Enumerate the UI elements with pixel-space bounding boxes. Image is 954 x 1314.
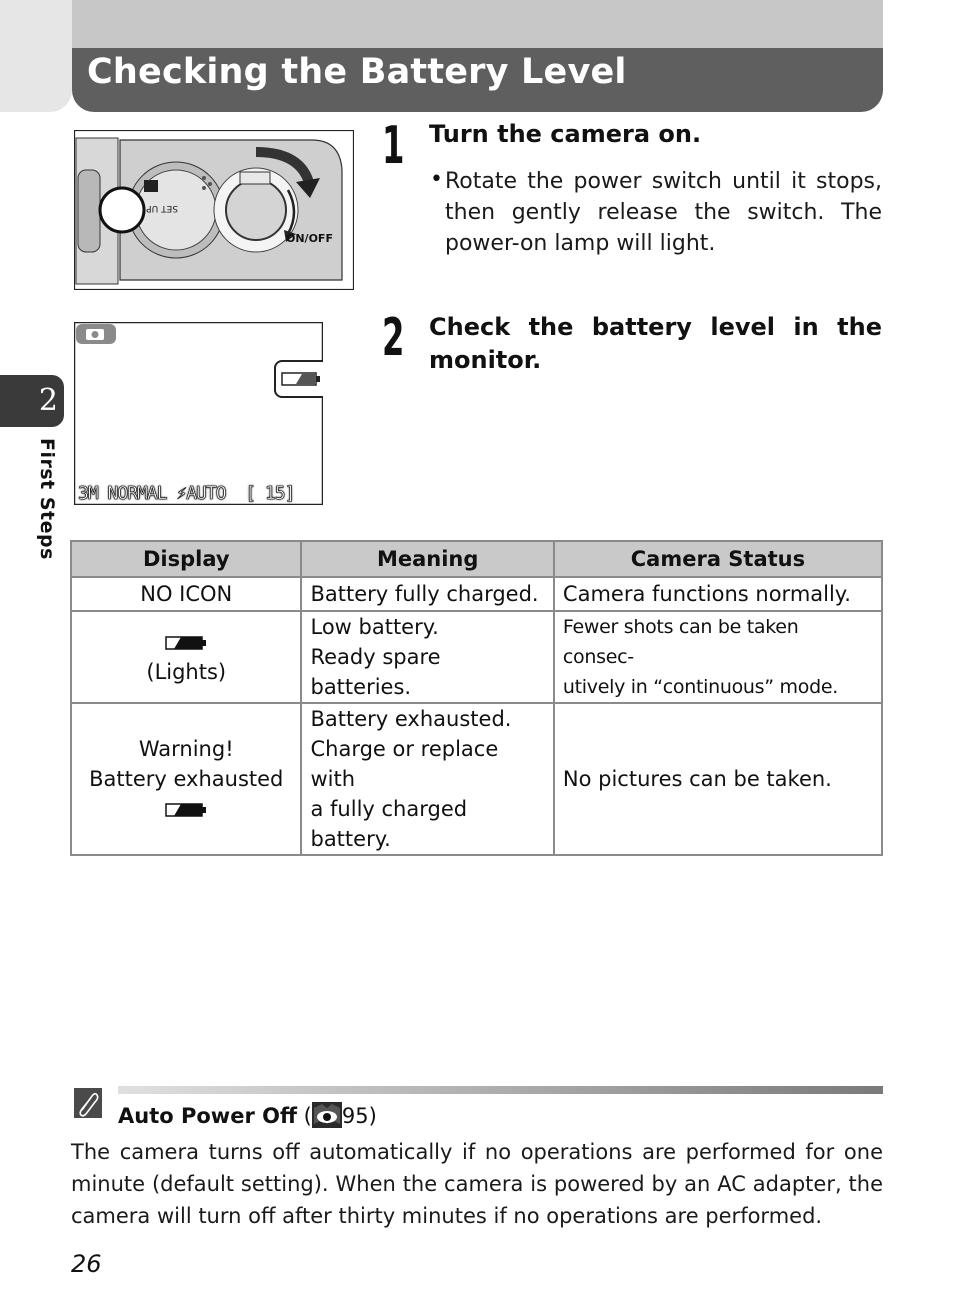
row-1-meaning: Battery fully charged.: [301, 577, 553, 611]
row-3-display: [71, 703, 301, 855]
battery-level-table: [70, 540, 883, 856]
row-3-display-line-1: Warning!: [138, 737, 234, 761]
page-title: Checking the Battery Level: [87, 52, 627, 92]
monitor-illustration: [74, 322, 323, 505]
page-reference-icon: [312, 1102, 342, 1128]
exhausted-battery-icon: [165, 802, 207, 818]
row-3-meaning-line-2: Charge or replace with: [310, 737, 499, 791]
table-row: [71, 703, 882, 855]
note-body: The camera turns off automatically if no operations are performed for one minute (default setting). When the camera is powered by an AC adapter, the camera will turn off after thirty minutes if no operations are performed.: [71, 1140, 883, 1228]
table-header-meaning: Meaning: [301, 541, 553, 577]
note-title: [118, 1102, 377, 1128]
monitor-screen-drawing: [74, 322, 323, 505]
svg-text:SET UP: SET UP: [146, 203, 178, 213]
step-1-heading: Turn the camera on.: [429, 120, 702, 148]
row-2-meaning-line-1: Low battery.: [310, 615, 439, 639]
row-2-status: [554, 611, 882, 703]
chapter-number: 2: [38, 383, 58, 418]
note-ref-page: 95): [341, 1104, 377, 1128]
note-rule: [118, 1086, 883, 1094]
row-3-meaning: [301, 703, 553, 855]
step-1-body: Rotate the power switch until it stops, then gently release the switch. The power-on lamp will light.: [445, 169, 882, 256]
row-2-display-note: (Lights): [146, 660, 227, 684]
row-3-display-line-2: Battery exhausted: [89, 767, 284, 791]
row-1-status: Camera functions normally.: [554, 577, 882, 611]
step-1-bullet: •: [430, 167, 443, 192]
table-header-display: Display: [71, 541, 301, 577]
step-2-number: 2: [382, 308, 405, 368]
chapter-tab: [0, 375, 64, 427]
table-row: [71, 611, 882, 703]
chapter-label: First Steps: [36, 438, 58, 560]
low-battery-icon: [165, 635, 207, 651]
header-top-band: [72, 0, 883, 48]
paperclip-note-icon: [74, 1088, 102, 1118]
table-header-status: Camera Status: [554, 541, 882, 577]
step-2-heading: Check the battery level in the monitor.: [429, 313, 882, 374]
row-2-meaning: [301, 611, 553, 703]
row-2-status-line-1: Fewer shots can be taken consec-: [562, 616, 799, 668]
table-row: [71, 577, 882, 611]
camera-power-switch-drawing: [74, 130, 354, 290]
page-number: 26: [71, 1250, 102, 1278]
step-1-number: 1: [382, 116, 405, 176]
header-corner-tab: [0, 0, 72, 112]
note-title-paren: (: [296, 1104, 312, 1128]
monitor-status-line: 3M NORMAL ⚡AUTO [ 15]: [78, 483, 295, 504]
note-title-text: Auto Power Off: [118, 1104, 297, 1128]
row-3-meaning-line-3: a fully charged battery.: [310, 797, 468, 851]
svg-text:ON/OFF: ON/OFF: [286, 232, 333, 245]
row-3-meaning-line-1: Battery exhausted.: [310, 707, 512, 731]
row-2-status-line-2: utively in “continuous” mode.: [562, 676, 838, 698]
row-2-meaning-line-2: Ready spare batteries.: [310, 645, 441, 699]
camera-top-illustration: [74, 130, 354, 290]
row-2-display: [71, 611, 301, 703]
table-header-row: [71, 541, 882, 577]
row-3-status: No pictures can be taken.: [554, 703, 882, 855]
row-1-display: NO ICON: [71, 577, 301, 611]
